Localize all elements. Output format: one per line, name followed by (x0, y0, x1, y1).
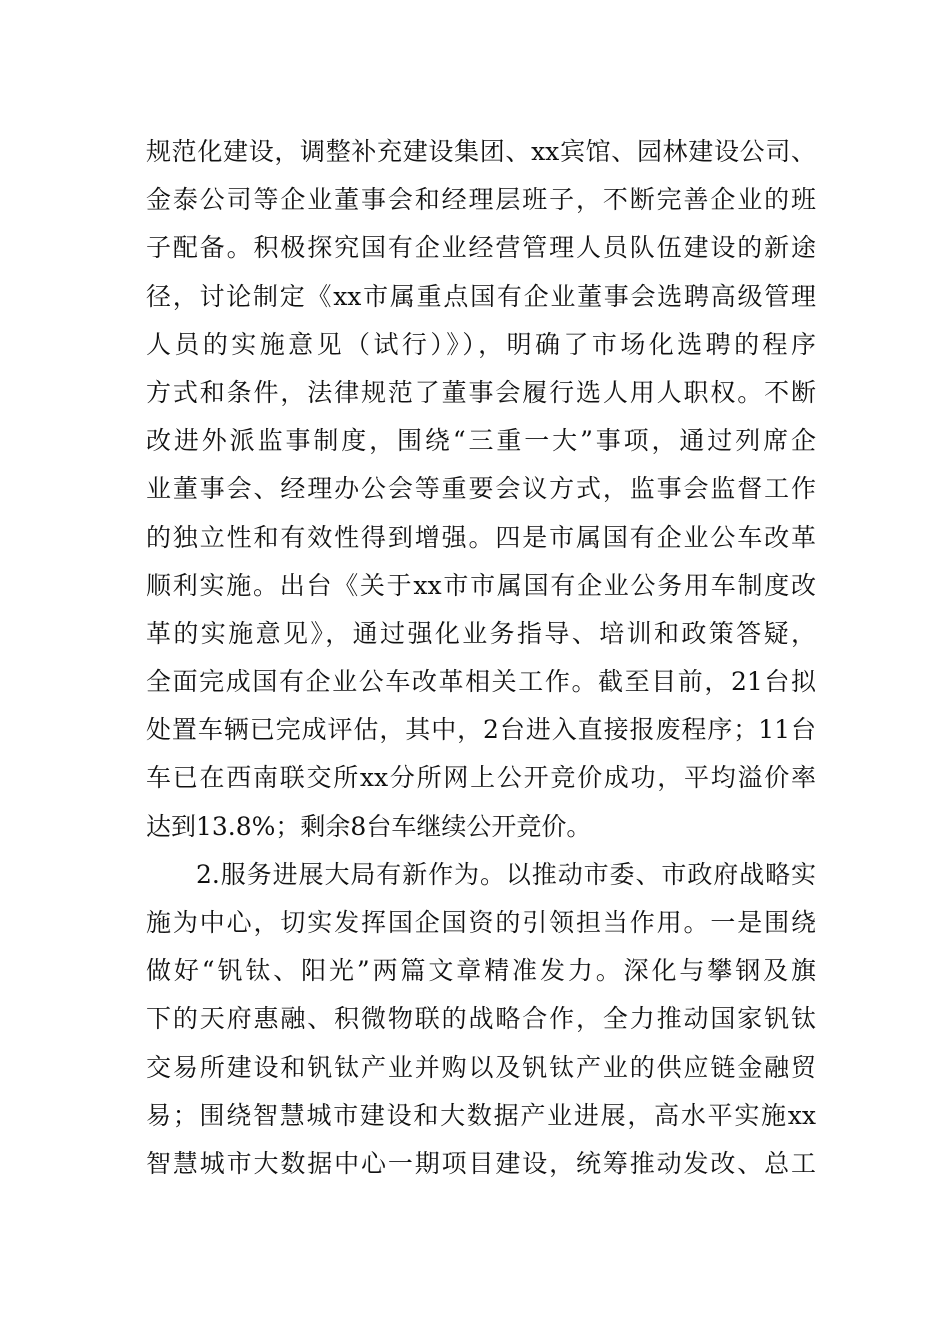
text-line: 交易所建设和钒钛产业并购以及钒钛产业的供应链金融贸 (146, 1052, 816, 1082)
paragraph-last-line: 达到13.8%；剩余8台车继续公开竞价。 (146, 811, 592, 841)
text-line: 处置车辆已完成评估，其中，2台进入直接报废程序；11台 (146, 715, 816, 745)
text-line: 做好“钒钛、阳光”两篇文章精准发力。深化与攀钢及旗 (146, 956, 816, 986)
text-line: 的独立性和有效性得到增强。四是市属国有企业公车改革 (146, 522, 816, 552)
text-line: 人员的实施意见（试行）》），明确了市场化选聘的程序 (146, 329, 816, 359)
text-line: 金泰公司等企业董事会和经理层班子，不断完善企业的班 (146, 185, 816, 215)
text-line: 革的实施意见》，通过强化业务指导、培训和政策答疑， (146, 618, 816, 648)
text-line: 智慧城市大数据中心一期项目建设，统筹推动发改、总工 (146, 1148, 816, 1178)
text-line: 全面完成国有企业公车改革相关工作。截至目前，21台拟 (146, 667, 816, 697)
text-line: 易；围绕智慧城市建设和大数据产业进展，高水平实施xx (146, 1100, 816, 1130)
text-line: 方式和条件，法律规范了董事会履行选人用人职权。不断 (146, 377, 816, 407)
paragraph-first-line: 2.服务进展大局有新作为。以推动市委、市政府战略实 (196, 859, 816, 889)
text-line: 规范化建设，调整补充建设集团、xx宾馆、园林建设公司、 (146, 137, 816, 166)
text-line: 子配备。积极探究国有企业经营管理人员队伍建设的新途 (146, 233, 816, 263)
text-line: 改进外派监事制度，围绕“三重一大”事项，通过列席企 (146, 426, 816, 456)
text-line: 径，讨论制定《xx市属重点国有企业董事会选聘高级管理 (146, 281, 816, 311)
text-line: 顺利实施。出台《关于xx市市属国有企业公务用车制度改 (146, 570, 816, 600)
body-text (146, 128, 816, 1188)
text-line: 业董事会、经理办公会等重要会议方式，监事会监督工作 (146, 474, 816, 504)
text-line: 下的天府惠融、积微物联的战略合作，全力推动国家钒钛 (146, 1004, 816, 1034)
text-line: 车已在西南联交所xx分所网上公开竞价成功，平均溢价率 (146, 763, 816, 793)
text-line: 施为中心，切实发挥国企国资的引领担当作用。一是围绕 (146, 908, 816, 937)
